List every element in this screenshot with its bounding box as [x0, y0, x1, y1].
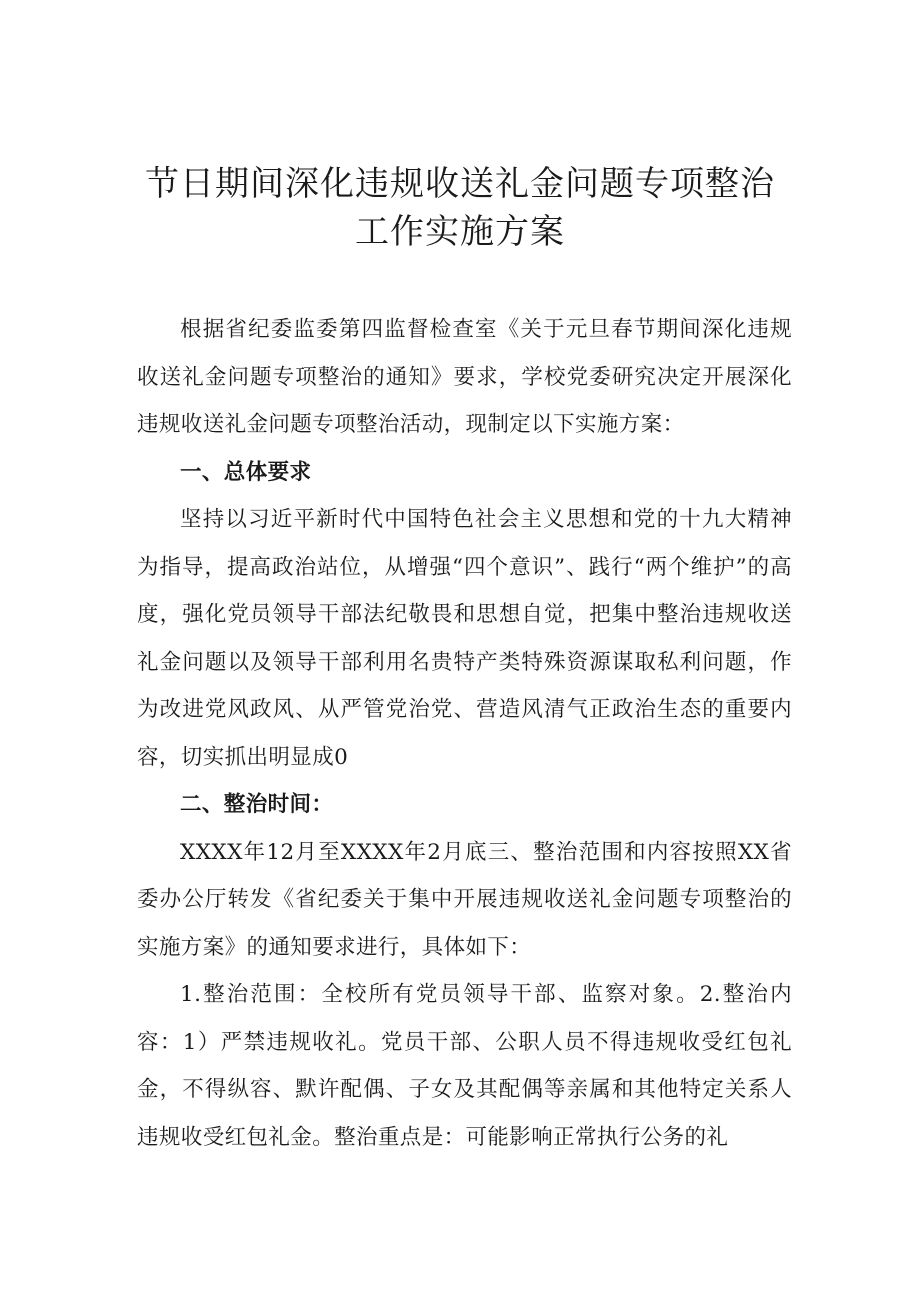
document-title-line1: 节日期间深化违规收送礼金问题专项整治 [145, 164, 775, 204]
section3-paragraph: 1.整治范围：全校所有党员领导干部、监察对象。2.整治内容：1）严禁违规收礼。党员干部、公职人员不得违规收受红包礼金，不得纵容、默许配偶、子女及其配偶等亲属和其他特定关系人违规收受红包礼金。整治重点是：可能影响正常执行公务的礼 [137, 982, 792, 1150]
section2-paragraph: XXXX年12月至XXXX年2月底三、整治范围和内容按照XX省委办公厅转发《省纪委关于集中开展违规收送礼金问题专项整治的实施方案》的通知要求进行，具体如下： [137, 839, 792, 960]
document-body [137, 306, 792, 1161]
section1-heading: 一、总体要求 [180, 459, 312, 485]
intro-paragraph: 根据省纪委监委第四监督检查室《关于元旦春节期间深化违规收送礼金问题专项整治的通知》要求，学校党委研究决定开展深化违规收送礼金问题专项整治活动，现制定以下实施方案： [137, 317, 792, 437]
document-title-line2: 工作实施方案 [355, 212, 565, 252]
section1-paragraph: 坚持以习近平新时代中国特色社会主义思想和党的十九大精神为指导，提高政治站位，从增强“四个意识”、践行“两个维护”的高度，强化党员领导干部法纪敬畏和思想自觉，把集中整治违规收送礼金问题以及领导干部利用名贵特产类特殊资源谋取私利问题，作为改进党风政风、从严管党治党、营造风清气正政治生态的重要内容，切实抓出明显成0 [137, 507, 792, 770]
section2-heading: 二、整治时间： [180, 792, 334, 817]
